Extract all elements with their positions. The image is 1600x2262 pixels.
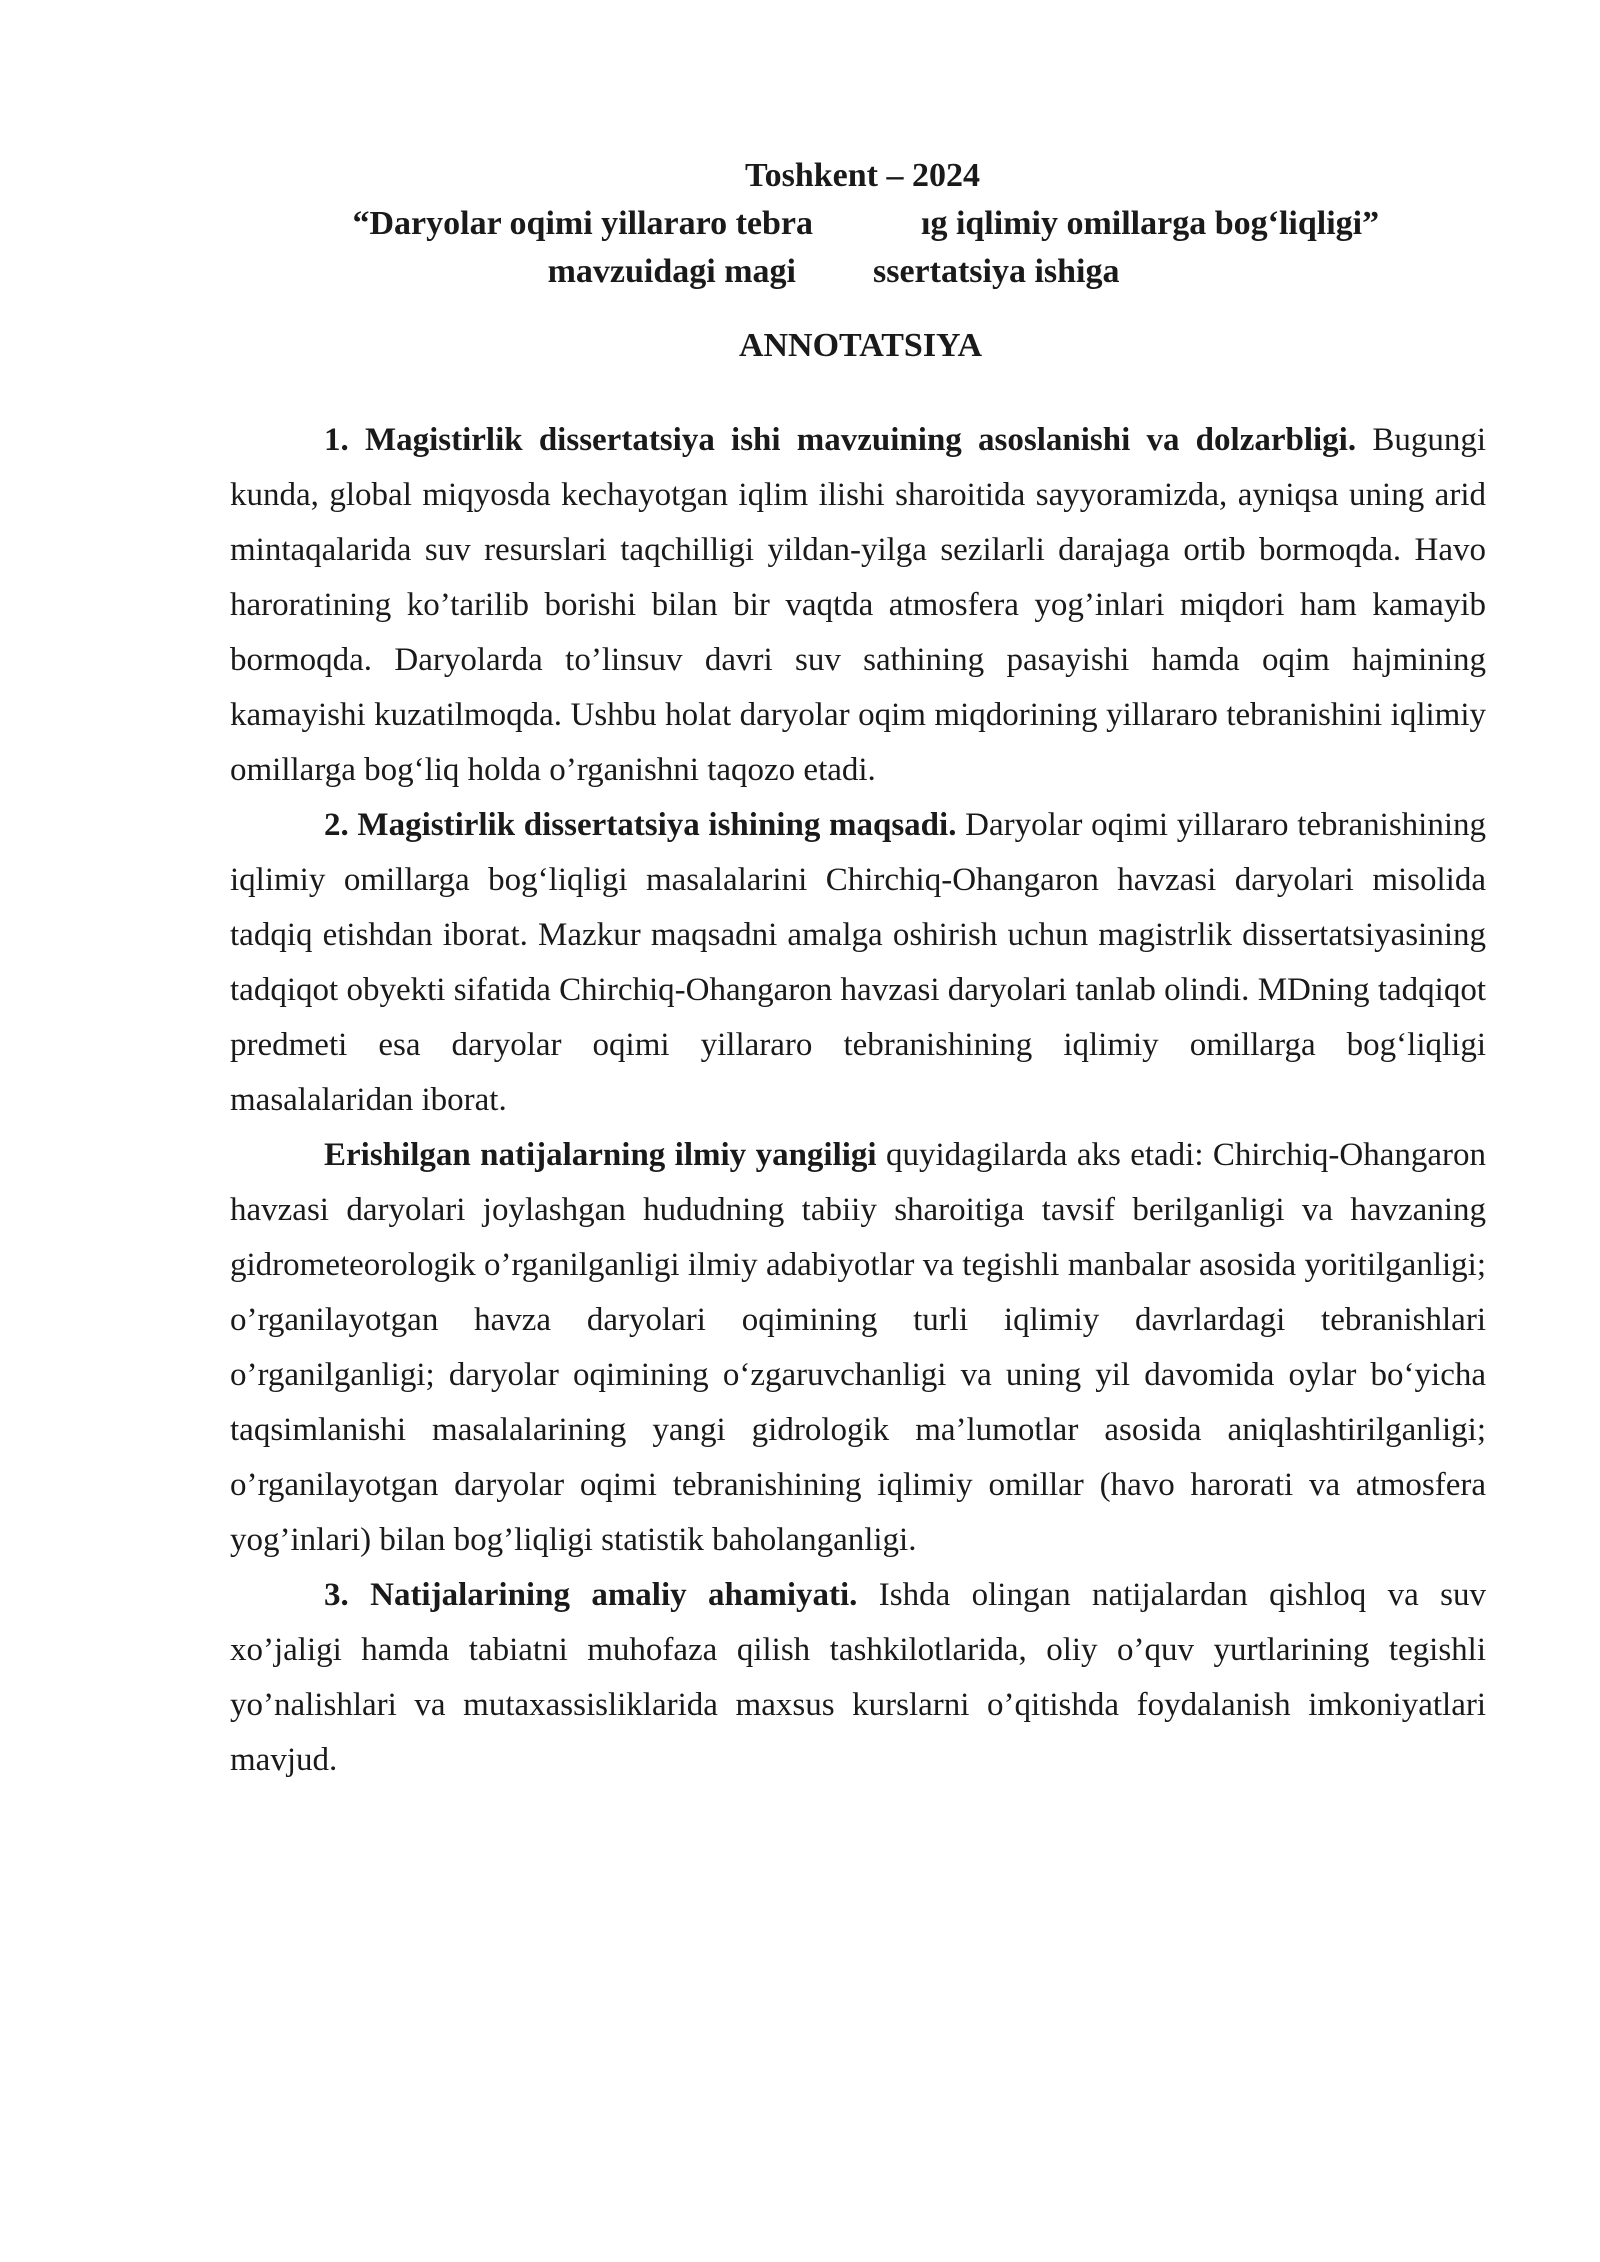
section-2-heading: 2. Magistirlik dissertatsiya ishining maqsadi. xyxy=(324,807,957,843)
header-city-year-line xyxy=(0,152,1600,200)
section-3-text: Ishda olingan natijalardan qishloq va suv xo’jaligi hamda tabiatni muhofaza qilish tashkilotlarida, oliy o’quv yurtlarining tegishli yo’nalishlari va mutaxassisliklarida maxsus kurslarni o’qitishda foydalanish imkoniyatlari mavjud. xyxy=(230,1577,1486,1778)
novelty-heading: Erishilgan natijalarning ilmiy yangiligi xyxy=(324,1137,877,1173)
section-1-paragraph xyxy=(230,413,1486,798)
header-title-line-2 xyxy=(0,248,1600,296)
novelty-paragraph xyxy=(230,1128,1486,1568)
title-line2-left: mavzuidagi magi xyxy=(547,253,796,290)
section-1-text: Bugungi kunda, global miqyosda kechayotgan iqlim ilishi sharoitida sayyoramizda, ayniqsa uning arid mintaqalarida suv resurslari taqchilligi yildan-yilga sezilarli darajaga ortib bormoqda. Havo haroratining ko’tarilib borishi bilan bir vaqtda atmosfera yog’inlari miqdori ham kamayib bormoqda. Daryolarda to’linsuv davri suv sathining pasayishi hamda oqim hajmining kamayishi kuzatilmoqda. Ushbu holat daryolar oqim miqdorining yillararo tebranishini iqlimiy omillarga bog‘liq holda o’rganishni taqozo etadi. xyxy=(230,422,1486,788)
document-header xyxy=(0,152,1600,296)
annotation-title: ANNOTATSIYA xyxy=(738,327,983,364)
section-3-paragraph xyxy=(230,1568,1486,1788)
section-2-paragraph xyxy=(230,798,1486,1128)
city-year: Toshkent – 2024 xyxy=(745,157,980,194)
section-2-text: Daryolar oqimi yillararo tebranishining iqlimiy omillarga bog‘liqligi masalalarini Chirchiq-Ohangaron havzasi daryolari misolida tadqiq etishdan iborat. Mazkur maqsadni amalga oshirish uchun magistrlik dissertatsiyasining tadqiqot obyekti sifatida Chirchiq-Ohangaron havzasi daryolari tanlab olindi. MDning tadqiqot predmeti esa daryolar oqimi yillararo tebranishining iqlimiy omillarga bog‘liqligi masalalaridan iborat. xyxy=(230,807,1486,1118)
title-line1-right: ıg iqlimiy omillarga bog‘liqligi” xyxy=(921,205,1380,242)
title-line2-right: ssertatsiya ishiga xyxy=(873,253,1120,290)
section-1-heading: 1. Magistirlik dissertatsiya ishi mavzuining asoslanishi va dolzarbligi. xyxy=(324,422,1357,458)
annotation-body xyxy=(230,413,1486,1788)
novelty-text: quyidagilarda aks etadi: Chirchiq-Ohangaron havzasi daryolari joylashgan hududning tabiiy sharoitiga tavsif berilganligi va havzaning gidrometeorologik o’rganilganligi ilmiy adabiyotlar va tegishli manbalar asosida yoritilganligi; o’rganilayotgan havza daryolari oqimining turli iqlimiy davrlardagi tebranishlari o’rganilganligi; daryolar oqimining o‘zgaruvchanligi va uning yil davomida oylar bo‘yicha taqsimlanishi masalalarining yangi gidrologik ma’lumotlar asosida aniqlashtirilganligi; o’rganilayotgan daryolar oqimi tebranishining iqlimiy omillar (havo harorati va atmosfera yog’inlari) bilan bog’liqligi statistik baholanganligi. xyxy=(230,1137,1486,1558)
section-3-heading: 3. Natijalarining amaliy ahamiyati. xyxy=(324,1577,858,1613)
header-title-line-1 xyxy=(0,200,1600,248)
title-line1-left: “Daryolar oqimi yillararo tebra xyxy=(352,205,813,242)
